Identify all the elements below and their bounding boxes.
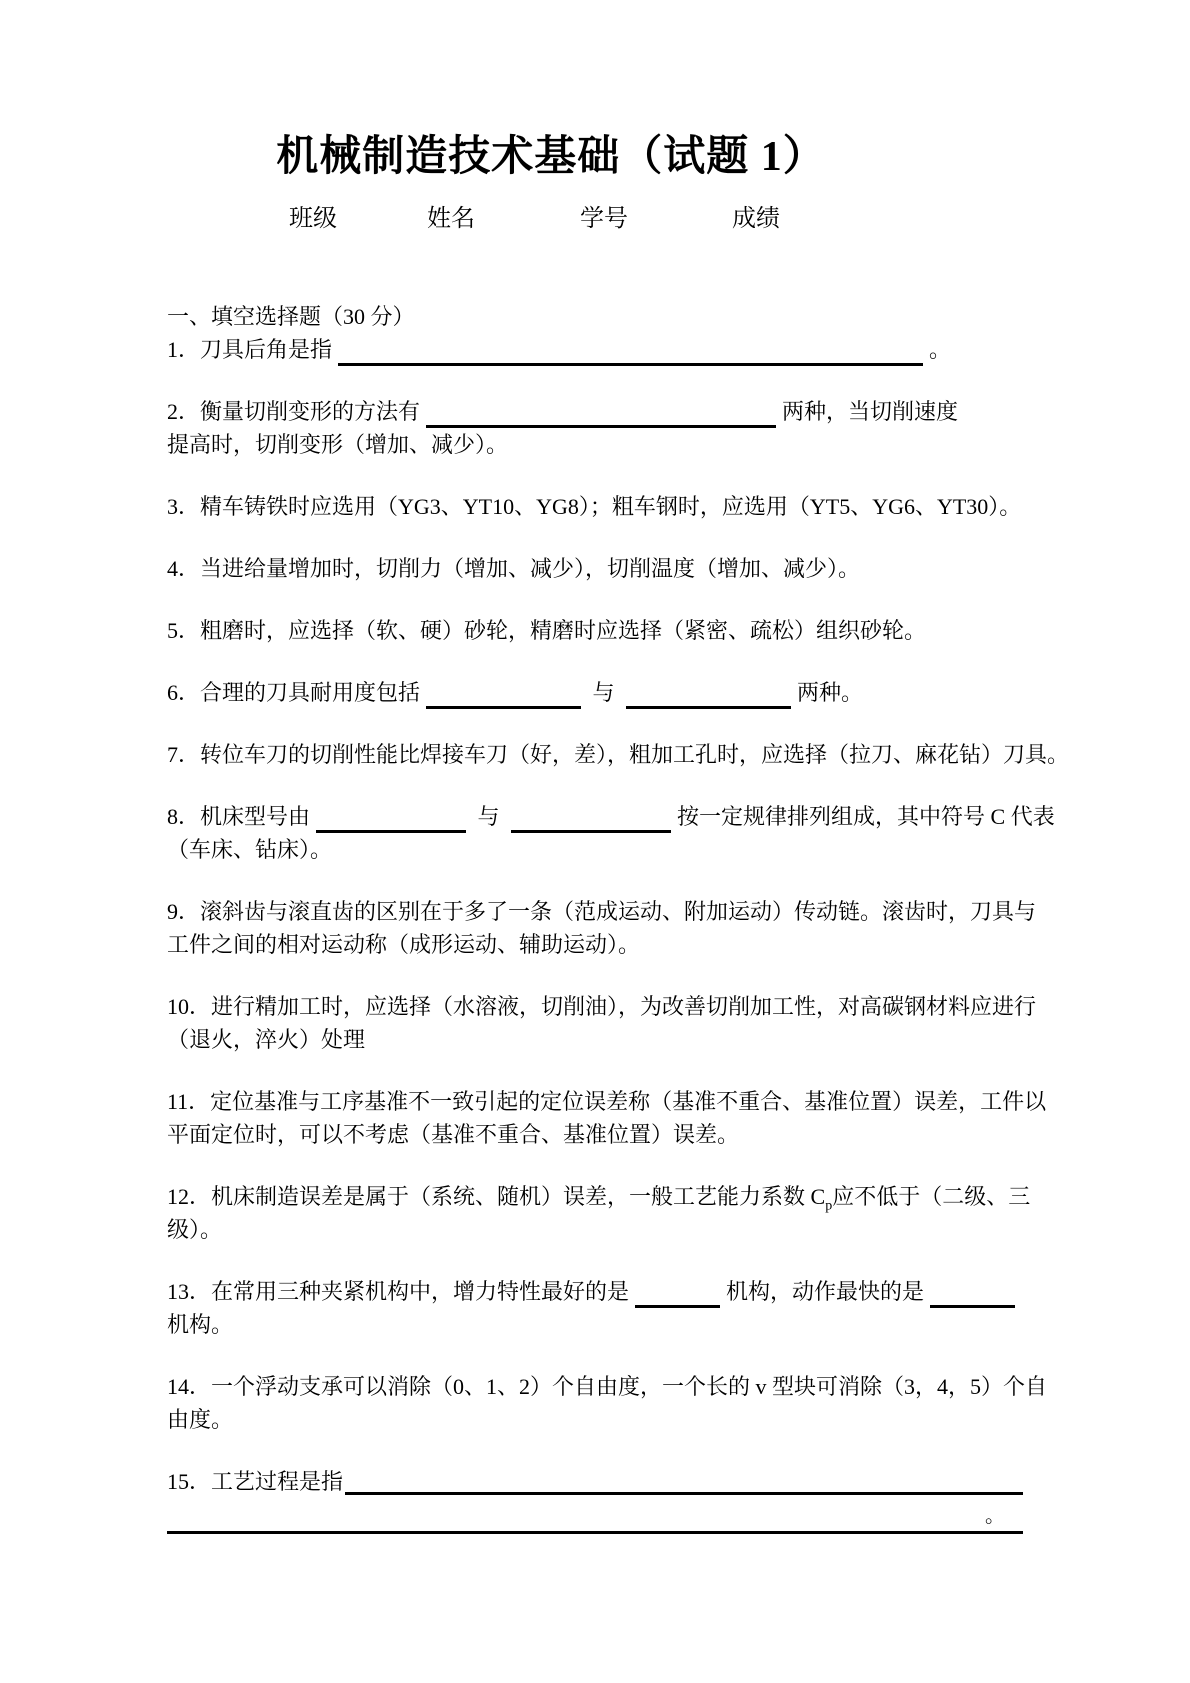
text-segment: 7．转位车刀的切削性能比焊接车刀（好，差），粗加工孔时，应选择（拉刀、麻花钻）刀具。 <box>167 742 1070 767</box>
question <box>167 1180 1031 1246</box>
text-segment: 4．当进给量增加时，切削力（增加、减少），切削温度（增加、减少）。 <box>167 556 861 581</box>
question-line <box>167 676 1023 709</box>
text-segment: 12．机床制造误差是属于（系统、随机）误差，一般工艺能力系数 C <box>167 1184 826 1209</box>
question-line <box>167 1275 1023 1308</box>
blank-line <box>626 706 791 709</box>
text-segment: 10．进行精加工时，应选择（水溶液，切削油），为改善切削加工性，对高碳钢材料应进行 <box>167 994 1037 1019</box>
text-segment: 按一定规律排列组成，其中符号 C 代表 <box>677 804 1055 829</box>
text-segment: 5．粗磨时，应选择（软、硬）砂轮，精磨时应选择（紧密、疏松）组织砂轮。 <box>167 618 927 643</box>
text-segment: 级）。 <box>167 1217 223 1242</box>
question <box>167 990 1037 1056</box>
question <box>167 1275 1023 1341</box>
question <box>167 800 1055 866</box>
text-segment: 与 <box>472 804 506 829</box>
text-segment: 1．刀具后角是指 <box>167 337 333 362</box>
question-line <box>167 614 1023 647</box>
question <box>167 1370 1048 1436</box>
blank-line <box>930 1305 1015 1308</box>
document-content <box>167 0 1070 1563</box>
question-line <box>167 395 1023 428</box>
blank-line <box>635 1305 720 1308</box>
question <box>167 333 1023 366</box>
text-segment: 3．精车铸铁时应选用（YG3、YT10、YG8）；粗车钢时，应选用（YT5、YG6、YT30）。 <box>167 494 1022 519</box>
text-segment: 9．滚斜齿与滚直齿的区别在于多了一条（范成运动、附加运动）传动链。滚齿时，刀具与 <box>167 899 1037 924</box>
question-line <box>167 490 1023 523</box>
text-segment: 。 <box>929 337 952 362</box>
text-segment: 机构，动作最快的是 <box>726 1279 925 1304</box>
question-line <box>167 928 1023 961</box>
text-segment: （退火，淬火）处理 <box>167 1027 366 1052</box>
text-segment: （车床、钻床）。 <box>167 837 333 862</box>
question-list <box>167 333 1070 1534</box>
text-segment: 15．工艺过程是指 <box>167 1469 344 1494</box>
text-segment: 机构。 <box>167 1312 234 1337</box>
blank-line <box>345 1492 1023 1495</box>
text-segment: 。 <box>985 1505 1005 1527</box>
text-segment: 平面定位时，可以不考虑（基准不重合、基准位置）误差。 <box>167 1122 740 1147</box>
blank-line <box>316 830 466 833</box>
student-id-label: 学号 <box>580 206 628 232</box>
question-line <box>167 1370 1048 1403</box>
question-line <box>167 1465 1023 1498</box>
class-label: 班级 <box>289 206 337 232</box>
question-line <box>167 800 1055 833</box>
question-line <box>167 1085 1047 1118</box>
subscript-text: p <box>825 1198 833 1214</box>
question-line <box>167 738 1070 771</box>
question <box>167 676 1023 709</box>
question-line <box>167 1213 1023 1246</box>
question-line <box>167 1308 1023 1341</box>
question-line <box>167 1403 1023 1436</box>
question-line <box>167 990 1037 1023</box>
question <box>167 738 1070 771</box>
text-segment: 11．定位基准与工序基准不一致引起的定位误差称（基准不重合、基准位置）误差，工件以 <box>167 1089 1047 1114</box>
blank-line <box>338 363 923 366</box>
question <box>167 552 1023 585</box>
text-segment: 提高时，切削变形（增加、减少）。 <box>167 432 509 457</box>
question-line <box>167 1023 1023 1056</box>
text-segment: 14．一个浮动支承可以消除（0、1、2）个自由度，一个长的 v 型块可消除（3，4，5）个自 <box>167 1374 1048 1399</box>
blank-line <box>426 706 581 709</box>
blank-line <box>511 830 671 833</box>
question-line <box>167 428 1023 461</box>
text-segment: 由度。 <box>167 1407 234 1432</box>
question <box>167 395 1023 461</box>
question-line <box>167 333 1023 366</box>
question-line <box>167 833 1023 866</box>
question-line <box>167 552 1023 585</box>
section-heading: 一、填空选择题（30 分） <box>167 304 415 329</box>
question-line <box>167 1498 1023 1534</box>
text-segment: 两种，当切削速度 <box>782 399 959 424</box>
score-label: 成绩 <box>732 206 780 232</box>
text-segment: 应不低于（二级、三 <box>832 1184 1031 1209</box>
question <box>167 1085 1047 1151</box>
question <box>167 490 1023 523</box>
page-title: 机械制造技术基础（试题 1） <box>276 134 826 180</box>
question <box>167 895 1037 961</box>
text-segment: 与 <box>587 680 621 705</box>
question <box>167 614 1023 647</box>
student-info-row <box>167 200 1023 238</box>
question-line <box>167 895 1037 928</box>
text-segment: 6．合理的刀具耐用度包括 <box>167 680 421 705</box>
question <box>167 1465 1023 1534</box>
text-segment: 8．机床型号由 <box>167 804 311 829</box>
name-label: 姓名 <box>427 206 475 232</box>
question-line <box>167 1118 1023 1151</box>
text-segment: 工件之间的相对运动称（成形运动、辅助运动）。 <box>167 932 641 957</box>
text-segment: 两种。 <box>797 680 864 705</box>
text-segment: 13．在常用三种夹紧机构中，增力特性最好的是 <box>167 1279 630 1304</box>
question-line <box>167 1180 1031 1214</box>
text-segment: 2．衡量切削变形的方法有 <box>167 399 421 424</box>
